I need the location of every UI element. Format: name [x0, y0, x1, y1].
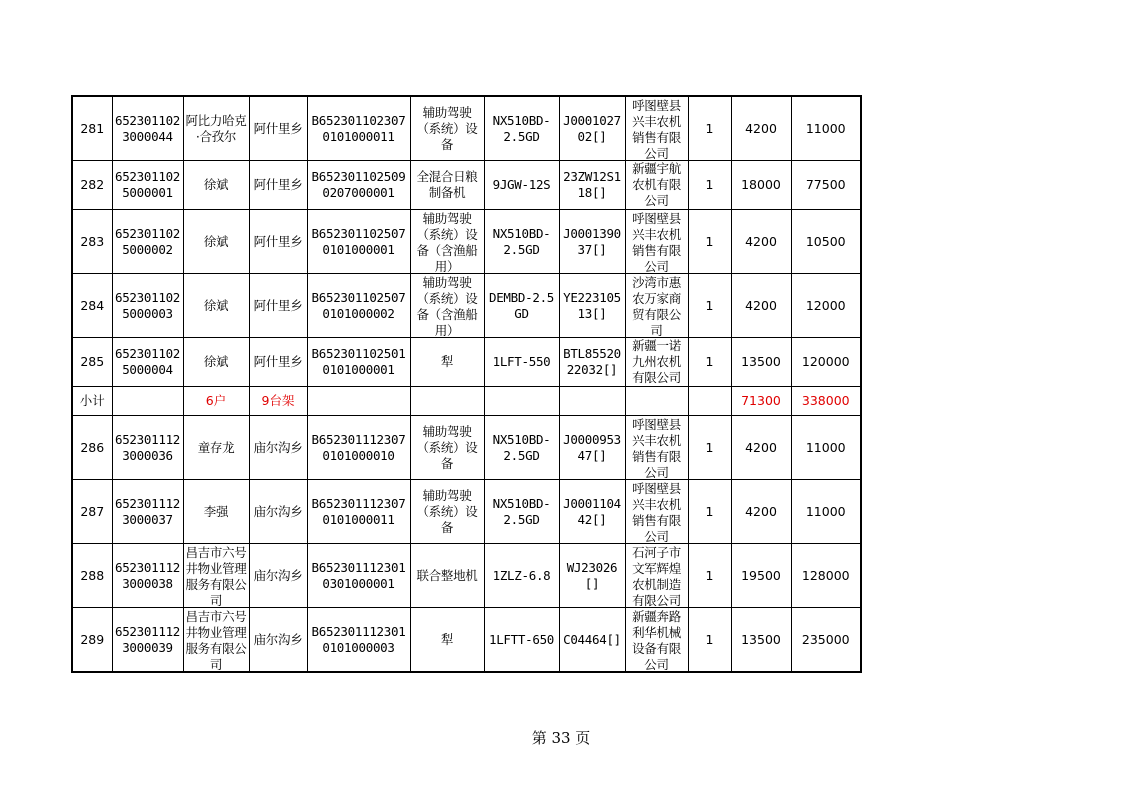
item-code-cell: B6523011025010101000001	[307, 338, 410, 387]
serial-number-cell: WJ23026[]	[559, 544, 625, 608]
record-id-cell: 6523011025000004	[112, 338, 183, 387]
empty-cell	[410, 387, 484, 416]
sale-price-cell: 10500	[791, 210, 861, 274]
machine-type-cell: 全混合日粮制备机	[410, 161, 484, 210]
seller-name-cell: 呼图壁县兴丰农机销售有限公司	[625, 210, 688, 274]
row-number-cell: 282	[72, 161, 112, 210]
seller-name-cell: 新疆宇航农机有限公司	[625, 161, 688, 210]
township-cell: 阿什里乡	[249, 274, 307, 338]
serial-number-cell: J000095347[]	[559, 416, 625, 480]
seller-name-cell: 新疆奔路利华机械设备有限公司	[625, 608, 688, 673]
sale-price-cell: 77500	[791, 161, 861, 210]
item-code-cell: B6523011025090207000001	[307, 161, 410, 210]
item-code-cell: B6523011123010101000003	[307, 608, 410, 673]
row-number-cell: 281	[72, 96, 112, 161]
machine-type-cell: 辅助驾驶（系统）设备（含渔船用）	[410, 274, 484, 338]
table-row	[72, 480, 861, 544]
empty-cell	[307, 387, 410, 416]
household-count: 6户	[183, 387, 249, 416]
buyer-name-cell: 昌吉市六号井物业管理服务有限公司	[183, 608, 249, 673]
row-number-cell: 288	[72, 544, 112, 608]
record-id-cell: 6523011123000037	[112, 480, 183, 544]
seller-name-cell: 石河子市文军辉煌农机制造有限公司	[625, 544, 688, 608]
township-cell: 阿什里乡	[249, 96, 307, 161]
machine-type-cell: 辅助驾驶（系统）设备	[410, 416, 484, 480]
subtotal-row	[72, 387, 861, 416]
unit-count: 9台架	[249, 387, 307, 416]
row-number-cell: 285	[72, 338, 112, 387]
model-number-cell: NX510BD-2.5GD	[484, 480, 559, 544]
subsidy-amount-cell: 13500	[731, 338, 791, 387]
quantity-cell: 1	[688, 161, 731, 210]
serial-number-cell: J000139037[]	[559, 210, 625, 274]
serial-number-cell: J000102702[]	[559, 96, 625, 161]
item-code-cell: B6523011023070101000011	[307, 96, 410, 161]
subsidy-amount-cell: 19500	[731, 544, 791, 608]
serial-number-cell: BTL8552022032[]	[559, 338, 625, 387]
buyer-name-cell: 昌吉市六号井物业管理服务有限公司	[183, 544, 249, 608]
table-row	[72, 210, 861, 274]
township-cell: 阿什里乡	[249, 210, 307, 274]
row-number-cell: 289	[72, 608, 112, 673]
seller-name-cell: 呼图壁县兴丰农机销售有限公司	[625, 480, 688, 544]
subsidy-amount-cell: 13500	[731, 608, 791, 673]
quantity-cell: 1	[688, 416, 731, 480]
model-number-cell: DEMBD-2.5GD	[484, 274, 559, 338]
sale-price-cell: 11000	[791, 96, 861, 161]
quantity-cell: 1	[688, 338, 731, 387]
subsidy-amount-cell: 4200	[731, 480, 791, 544]
page-number: 第 33 页	[531, 729, 591, 747]
buyer-name-cell: 阿比力哈克·合孜尔	[183, 96, 249, 161]
row-number-cell: 283	[72, 210, 112, 274]
subsidy-amount-cell: 18000	[731, 161, 791, 210]
township-cell: 阿什里乡	[249, 161, 307, 210]
table-row	[72, 338, 861, 387]
serial-number-cell: C04464[]	[559, 608, 625, 673]
sale-price-cell: 128000	[791, 544, 861, 608]
subtotal-price: 338000	[791, 387, 861, 416]
item-code-cell: B6523011025070101000001	[307, 210, 410, 274]
model-number-cell: NX510BD-2.5GD	[484, 210, 559, 274]
model-number-cell: 1LFT-550	[484, 338, 559, 387]
subsidy-amount-cell: 4200	[731, 416, 791, 480]
item-code-cell: B6523011025070101000002	[307, 274, 410, 338]
township-cell: 庙尔沟乡	[249, 608, 307, 673]
township-cell: 庙尔沟乡	[249, 416, 307, 480]
record-id-cell: 6523011123000039	[112, 608, 183, 673]
subsidy-table	[71, 95, 862, 673]
machine-type-cell: 辅助驾驶（系统）设备	[410, 96, 484, 161]
buyer-name-cell: 徐斌	[183, 161, 249, 210]
row-number-cell: 287	[72, 480, 112, 544]
seller-name-cell: 呼图壁县兴丰农机销售有限公司	[625, 96, 688, 161]
serial-number-cell: J000110442[]	[559, 480, 625, 544]
buyer-name-cell: 徐斌	[183, 210, 249, 274]
quantity-cell: 1	[688, 480, 731, 544]
machine-type-cell: 辅助驾驶（系统）设备（含渔船用）	[410, 210, 484, 274]
quantity-cell: 1	[688, 210, 731, 274]
row-number-cell: 286	[72, 416, 112, 480]
machine-type-cell: 犁	[410, 338, 484, 387]
record-id-cell: 6523011025000003	[112, 274, 183, 338]
model-number-cell: NX510BD-2.5GD	[484, 96, 559, 161]
seller-name-cell: 呼图壁县兴丰农机销售有限公司	[625, 416, 688, 480]
model-number-cell: NX510BD-2.5GD	[484, 416, 559, 480]
subsidy-amount-cell: 4200	[731, 274, 791, 338]
subtotal-label: 小计	[72, 387, 112, 416]
item-code-cell: B6523011123070101000010	[307, 416, 410, 480]
sale-price-cell: 120000	[791, 338, 861, 387]
record-id-cell: 6523011025000001	[112, 161, 183, 210]
machine-type-cell: 联合整地机	[410, 544, 484, 608]
sale-price-cell: 11000	[791, 416, 861, 480]
buyer-name-cell: 李强	[183, 480, 249, 544]
serial-number-cell: YE22310513[]	[559, 274, 625, 338]
empty-cell	[484, 387, 559, 416]
table-row	[72, 416, 861, 480]
table-row	[72, 161, 861, 210]
table-body	[72, 96, 861, 672]
record-id-cell: 6523011123000036	[112, 416, 183, 480]
quantity-cell: 1	[688, 544, 731, 608]
subsidy-amount-cell: 4200	[731, 96, 791, 161]
record-id-cell: 6523011123000038	[112, 544, 183, 608]
empty-cell	[625, 387, 688, 416]
buyer-name-cell: 徐斌	[183, 274, 249, 338]
model-number-cell: 1LFTT-650	[484, 608, 559, 673]
township-cell: 阿什里乡	[249, 338, 307, 387]
subtotal-subsidy: 71300	[731, 387, 791, 416]
quantity-cell: 1	[688, 96, 731, 161]
empty-cell	[559, 387, 625, 416]
table-row	[72, 608, 861, 673]
subsidy-amount-cell: 4200	[731, 210, 791, 274]
seller-name-cell: 沙湾市惠农万家商贸有限公司	[625, 274, 688, 338]
table-row	[72, 96, 861, 161]
township-cell: 庙尔沟乡	[249, 480, 307, 544]
sale-price-cell: 12000	[791, 274, 861, 338]
record-id-cell: 6523011025000002	[112, 210, 183, 274]
item-code-cell: B6523011123010301000001	[307, 544, 410, 608]
model-number-cell: 9JGW-12S	[484, 161, 559, 210]
quantity-cell: 1	[688, 608, 731, 673]
empty-cell	[688, 387, 731, 416]
table-row	[72, 544, 861, 608]
empty-cell	[112, 387, 183, 416]
township-cell: 庙尔沟乡	[249, 544, 307, 608]
buyer-name-cell: 徐斌	[183, 338, 249, 387]
machine-type-cell: 辅助驾驶（系统）设备	[410, 480, 484, 544]
sale-price-cell: 235000	[791, 608, 861, 673]
item-code-cell: B6523011123070101000011	[307, 480, 410, 544]
table-row	[72, 274, 861, 338]
record-id-cell: 6523011023000044	[112, 96, 183, 161]
model-number-cell: 1ZLZ-6.8	[484, 544, 559, 608]
machine-type-cell: 犁	[410, 608, 484, 673]
serial-number-cell: 23ZW12S118[]	[559, 161, 625, 210]
buyer-name-cell: 童存龙	[183, 416, 249, 480]
row-number-cell: 284	[72, 274, 112, 338]
quantity-cell: 1	[688, 274, 731, 338]
seller-name-cell: 新疆一诺九州农机有限公司	[625, 338, 688, 387]
sale-price-cell: 11000	[791, 480, 861, 544]
